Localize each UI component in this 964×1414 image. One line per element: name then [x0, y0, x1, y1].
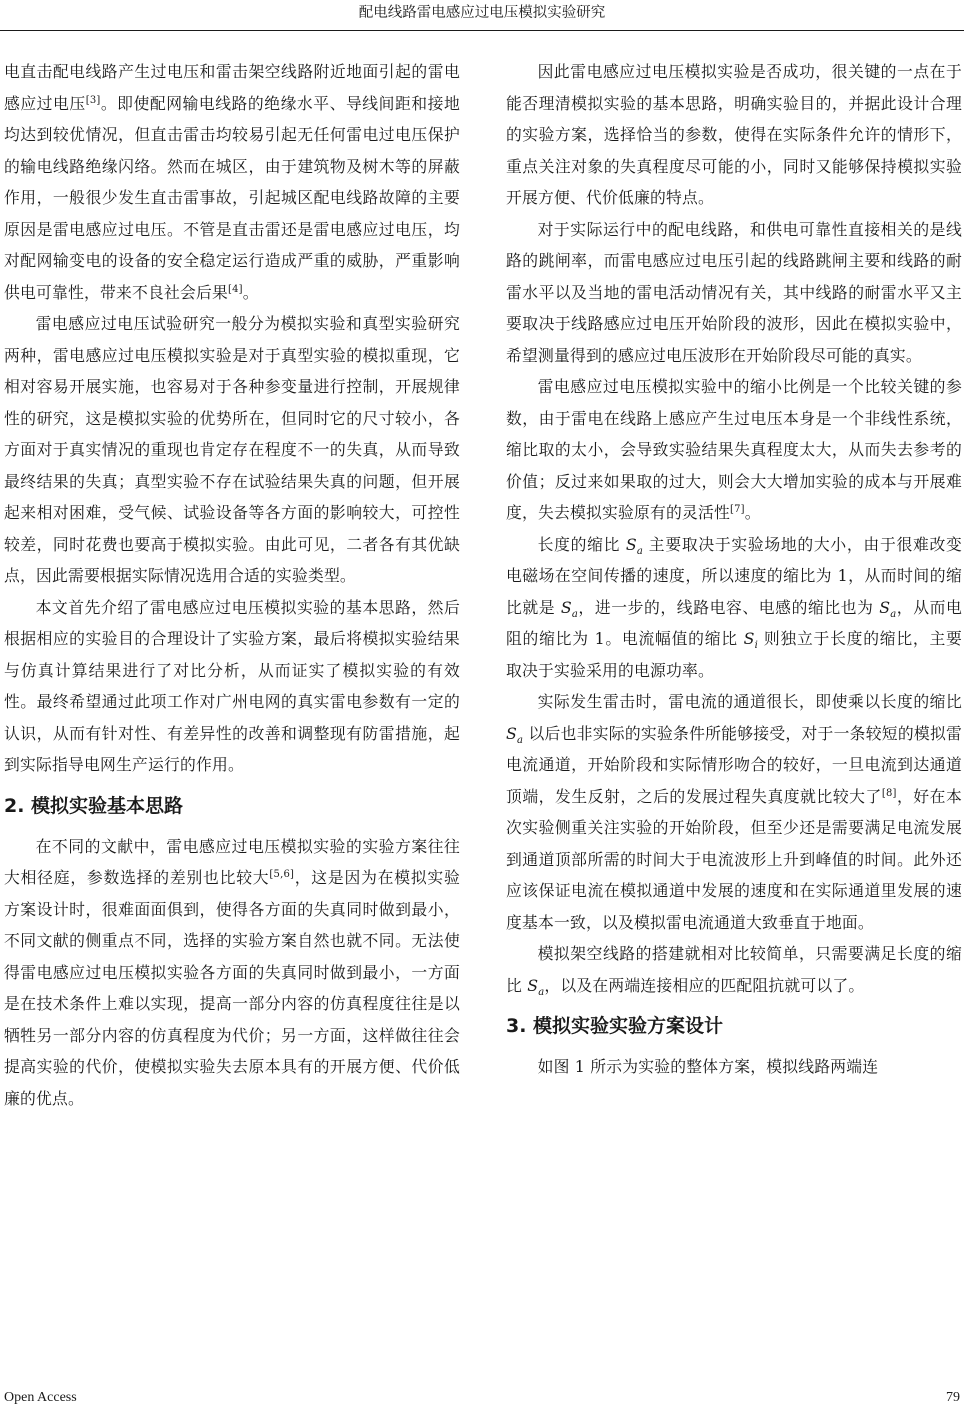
right-column — [506, 56, 962, 1083]
paragraph: 实际发生雷击时，雷电流的通道很长，即使乘以长度的缩比 $S_a$ 以后也非实际的实验条件所能够接受，对于一条较短的模拟雷电流通道，开始阶段和实际情形吻合的较好，一旦电流到达通道顶端，发生反射，之后的发展过程失真度就比较大了[8]，好在本次实验侧重关注实验的开始阶段，但至少还是需要满足电流发展到通道顶部所需的时间大于电流波形上升到峰值的时间。此外还应该保证电流在模拟通道中发展的速度和在实际通道里发展的速度基本一致，以及模拟雷电流通道大致垂直于地面。 — [506, 692, 962, 932]
paragraph: 雷电感应过电压模拟实验中的缩小比例是一个比较关键的参数，由于雷电在线路上感应产生过电压本身是一个非线性系统，缩比取的太小，会导致实验结果失真程度太大，从而失去参考的价值；反过来如果取的过大，则会大大增加实验的成本与开展难度，失去模拟实验原有的灵活性[7]。 — [506, 377, 962, 522]
symbol: $S_a$ — [506, 723, 524, 746]
page-number: 79 — [946, 1390, 960, 1405]
citation: [8] — [881, 787, 897, 799]
paragraph: 因此雷电感应过电压模拟实验是否成功，很关键的一点在于能否理清模拟实验的基本思路，明确实验目的，并据此设计合理的实验方案，选择恰当的参数，使得在实际条件允许的情形下，重点关注对象的失真程度尽可能的小，同时又能够保持模拟实验开展方便、代价低廉的特点。 — [506, 62, 962, 207]
paragraph: 如图 1 所示为实验的整体方案，模拟线路两端连 — [537, 1057, 879, 1076]
paragraph: 在不同的文献中，雷电感应过电压模拟实验的实验方案往往大相径庭，参数选择的差别也比较大[5,6]，这是因为在模拟实验方案设计时，很难面面俱到，使得各方面的失真同时做到最小，不同文献的侧重点不同，选择的实验方案自然也就不同。无法使得雷电感应过电压模拟实验各方面的失真同时做到最小，一方面是在技术条件上难以实现，提高一部分内容的仿真程度往往是以牺牲另一部分内容的仿真程度为代价；另一方面，这样做往往会提高实验的代价，使模拟实验失去原本具有的开展方便、代价低廉的优点。 — [4, 836, 460, 1108]
citation: [4] — [227, 283, 243, 295]
paragraph: 长度的缩比 $S_a$ 主要取决于实验场地的大小，由于很难改变电磁场在空间传播的速度，所以速度的缩比为 1，从而时间的缩比就是 $S_a$，进一步的，线路电容、电感的缩比也为 $S_a$，从而电阻的缩比为 1。电流幅值的缩比 $S_i$ 则独立于长度的缩比，主要取决于实验采用的电源功率。 — [506, 534, 962, 680]
symbol: $S_a$ — [527, 975, 545, 998]
paragraph: 雷电感应过电压试验研究一般分为模拟实验和真型实验研究两种，雷电感应过电压模拟实验是对于真型实验的模拟重现，它相对容易开展实施，也容易对于各种参变量进行控制，开展规律性的研究，这是模拟实验的优势所在，但同时它的尺寸较小，各方面对于真实情况的重现也肯定存在程度不一的失真，从而导致最终结果的失真；真型实验不存在试验结果失真的问题，但开展起来相对困难，受气候、试验设备等各方面的影响较大，可控性较差，同时花费也要高于模拟实验。由此可见，二者各有其优缺点，因此需要根据实际情况选用合适的实验类型。 — [4, 314, 460, 585]
citation: [5,6] — [269, 869, 295, 880]
symbol: $S_a$ — [560, 597, 579, 620]
paragraph: 本文首先介绍了雷电感应过电压模拟实验的基本思路，然后根据相应的实验目的合理设计了实验方案，最后将模拟实验结果与仿真计算结果进行了对比分析，从而证实了模拟实验的有效性。最终希望通过此项工作对广州电网的真实雷电参数有一定的认识，从而有针对性、有差异性的改善和调整现有防雷措施，起到实际指导电网生产运行的作用。 — [4, 597, 460, 774]
symbol: $S_a$ — [879, 597, 897, 620]
citation: [7] — [729, 504, 745, 515]
footer-open-access: Open Access — [4, 1390, 77, 1405]
paragraph: 模拟架空线路的搭建就相对比较简单，只需要满足长度的缩比 $S_a$，以及在两端连接相应的匹配阻抗就可以了。 — [506, 944, 962, 998]
section-heading: 2. 模拟实验基本思路 — [4, 794, 184, 817]
paragraph: 对于实际运行中的配电线路，和供电可靠性直接相关的是线路的跳闸率，而雷电感应过电压引起的线路跳闸主要和线路的耐雷水平以及当地的雷电活动情况有关，其中线路的耐雷水平又主要取决于线路感应过电压开始阶段的波形，因此在模拟实验中，希望测量得到的感应过电压波形在开始阶段尽可能的真实。 — [506, 219, 962, 365]
section-heading: 3. 模拟实验实验方案设计 — [506, 1015, 724, 1037]
paragraph: 电直击配电线路产生过电压和雷击架空线路附近地面引起的雷电感应过电压[3]。即使配网输电线路的绝缘水平、导线间距和接地均达到较优情况，但直击雷击均较易引起无任何雷电过电压保护的输电线路绝缘闪络。然而在城区，由于建筑物及树木等的屏蔽作用，一般很少发生直击雷事故，引起城区配电线路故障的主要原因是雷电感应过电压。不管是直击雷还是雷电感应过电压，均对配网输变电的设备的安全稳定运行造成严重的威胁，严重影响供电可靠性，带来不良社会后果[4]。 — [4, 62, 460, 302]
symbol: $S_i$ — [743, 629, 759, 652]
left-column — [4, 56, 460, 1114]
citation: [3] — [85, 94, 101, 106]
symbol: $S_a$ — [625, 534, 644, 557]
running-header — [0, 0, 964, 31]
running-header-title: 配电线路雷电感应过电压模拟实验研究 — [358, 5, 606, 21]
